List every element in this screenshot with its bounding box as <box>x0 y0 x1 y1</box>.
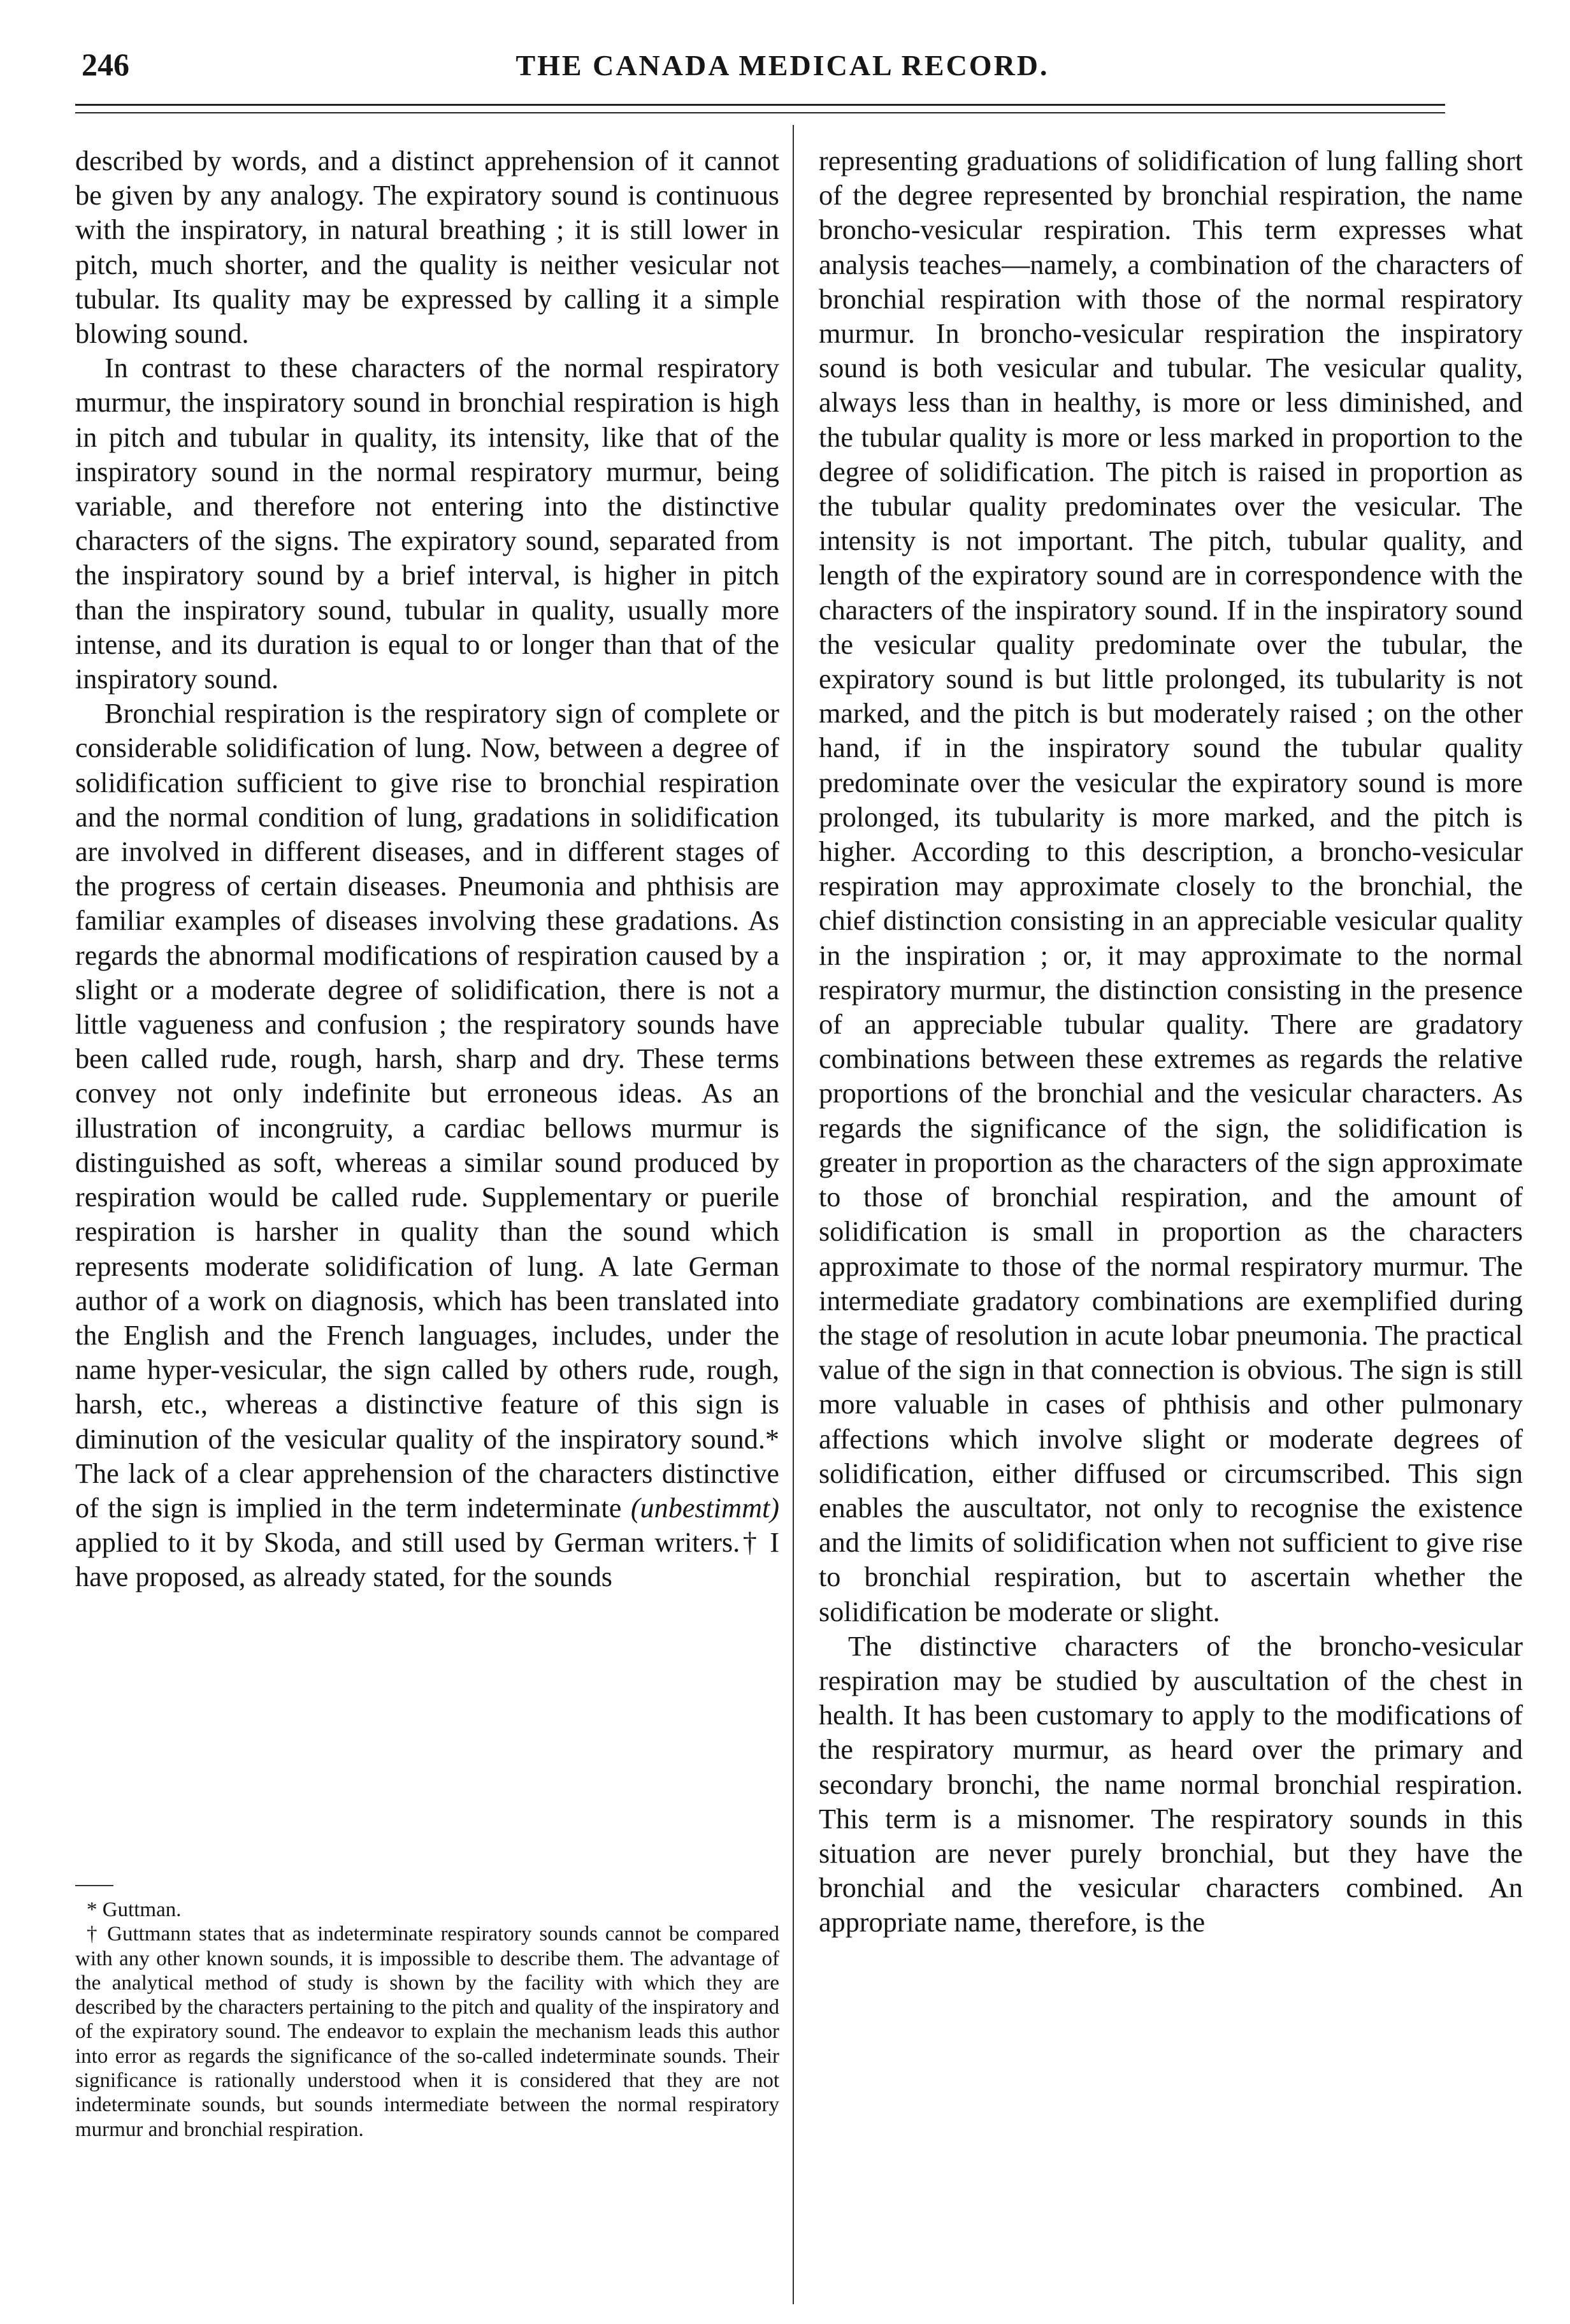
italic-term: (unbestimmt) <box>630 1492 779 1524</box>
running-title: THE CANADA MEDICAL RECORD. <box>515 49 1049 82</box>
column-divider <box>793 125 794 2304</box>
footnote-rule <box>75 1885 113 1886</box>
header-rule-bottom <box>75 112 1445 113</box>
paragraph: described by words, and a distinct apprehension of it cannot be given by any analogy. The expiratory sound is continuous with the inspiratory, in natural breathing ; it is still lower in pitch, much shorter, and the quality is neither vesicular not tubular. Its quality may be expressed by calling it a simple blowing sound. <box>75 145 779 350</box>
footnote: * Guttman. <box>87 1898 182 1921</box>
left-column <box>75 144 779 1595</box>
right-column <box>819 144 1523 1940</box>
paragraph: representing graduations of solidification of lung falling short of the degree represented by bronchial respiration, the name broncho-vesicular respiration. This term expresses what analysis teaches—namely, a combination of the characters of bronchial respiration with those of the normal respiratory murmur. In broncho-vesicular respiration the inspiratory sound is both vesicular and tubular. The vesicular quality, always less than in healthy, is more or less diminished, and the tubular quality is more or less marked in proportion to the degree of solidification. The pitch is raised in proportion as the tubular quality predominates over the vesicular. The intensity is not important. The pitch, tubular quality, and length of the expiratory sound are in correspondence with the characters of the inspiratory sound. If in the inspiratory sound the vesicular quality predominate over the tubular, the expiratory sound is but little prolonged, its tubularity is not marked, and the pitch is but moderately raised ; on the other hand, if in the inspiratory sound the tubular quality predominate over the vesicular the expiratory sound is more prolonged, its tubularity is more marked, and the pitch is higher. According to this description, a broncho-vesicular respiration may approximate closely to the bronchial, the chief distinction consisting in an appreciable vesicular quality in the inspiration ; or, it may approximate to the normal respiratory murmur, the distinction consisting in the presence of an appreciable tubular quality. There are gradatory combinations between these extremes as regards the relative proportions of the bronchial and the vesicular characters. As regards the significance of the sign, the solidification is greater in proportion as the characters of the sign approximate to those of bronchial respiration, and the amount of solidification is small in proportion as the characters approximate to those of the normal respiratory murmur. The intermediate gradatory combinations are exemplified during the stage of resolution in acute lobar pneumonia. The practical value of the sign in that connection is obvious. The sign is still more valuable in cases of phthisis and other pulmonary affections which involve slight or moderate degrees of solidification, either diffused or circumscribed. This sign enables the auscultator, not only to recognise the existence and the limits of solidification when not sufficient to give rise to bronchial respiration, but to ascertain whether the solidification be moderate or slight. <box>819 145 1523 1628</box>
paragraph: The distinctive characters of the broncho-vesicular respiration may be studied by auscultation of the chest in health. It has been customary to apply to the modifications of the respiratory murmur, as heard over the primary and secondary bronchi, the name normal bronchial respiration. This term is a misnomer. The respiratory sounds in this situation are never purely bronchial, but they have the bronchial and the vesicular characters combined. An appropriate name, therefore, is the <box>819 1630 1523 1938</box>
header-rule-top <box>75 104 1445 106</box>
page-number: 246 <box>82 47 129 82</box>
paragraph-text: Bronchial respiration is the respiratory sign of complete or considerable solidification of lung. Now, between a degree of solidification sufficient to give rise to bronchial respiration and the normal condition of lung, gradations in solidification are involved in different diseases, and in different stages of the progress of certain diseases. Pneumonia and phthisis are familiar examples of diseases involving these gradations. As regards the abnormal modifications of respiration caused by a slight or a moderate degree of solidification, there is not a little vagueness and confusion ; the respiratory sounds have been called rude, rough, harsh, sharp and dry. These terms convey not only indefinite but erroneous ideas. As an illustration of incongruity, a cardiac bellows murmur is distinguished as soft, whereas a similar sound produced by respiration would be called rude. Supplementary or puerile respiration is harsher in quality than the sound which represents moderate solidification of lung. A late German author of a work on diagnosis, which has been translated into the English and the French languages, includes, under the name hyper-vesicular, the sign called by others rude, rough, harsh, etc., whereas a distinctive feature of this sign is diminution of the vesicular quality of the inspiratory sound.* The lack of a clear apprehension of the characters distinctive of the sign is implied in the term indeterminate <box>75 698 779 1524</box>
paragraph <box>75 696 779 1594</box>
paragraph: In contrast to these characters of the normal respiratory murmur, the inspiratory sound in bronchial respiration is high in pitch and tubular in quality, its intensity, like that of the inspiratory sound in the normal respiratory murmur, being variable, and therefore not entering into the distinctive characters of the signs. The expiratory sound, separated from the inspiratory sound by a brief interval, is higher in pitch than the inspiratory sound, tubular in quality, usually more intense, and its duration is equal to or longer than that of the inspiratory sound. <box>75 352 779 695</box>
paragraph-text: applied to it by Skoda, and still used by German writers.† I have proposed, as already stated, for the sounds <box>75 1527 779 1593</box>
footnote: † Guttmann states that as indeterminate respiratory sounds cannot be compared with any other known sounds, it is impossible to describe them. The advantage of the analytical method of study is shown by the facility with which they are described by the characters pertaining to the pitch and quality of the inspiratory and of the expiratory sound. The endeavor to explain the mechanism leads this author into error as regards the significance of the so-called indeterminate sounds. Their significance is rationally understood when it is considered that they are not indeterminate sounds, but sounds intermediate between the normal respiratory murmur and bronchial respiration. <box>75 1923 779 2141</box>
footnotes <box>75 1898 779 2142</box>
page-header <box>82 46 1445 90</box>
